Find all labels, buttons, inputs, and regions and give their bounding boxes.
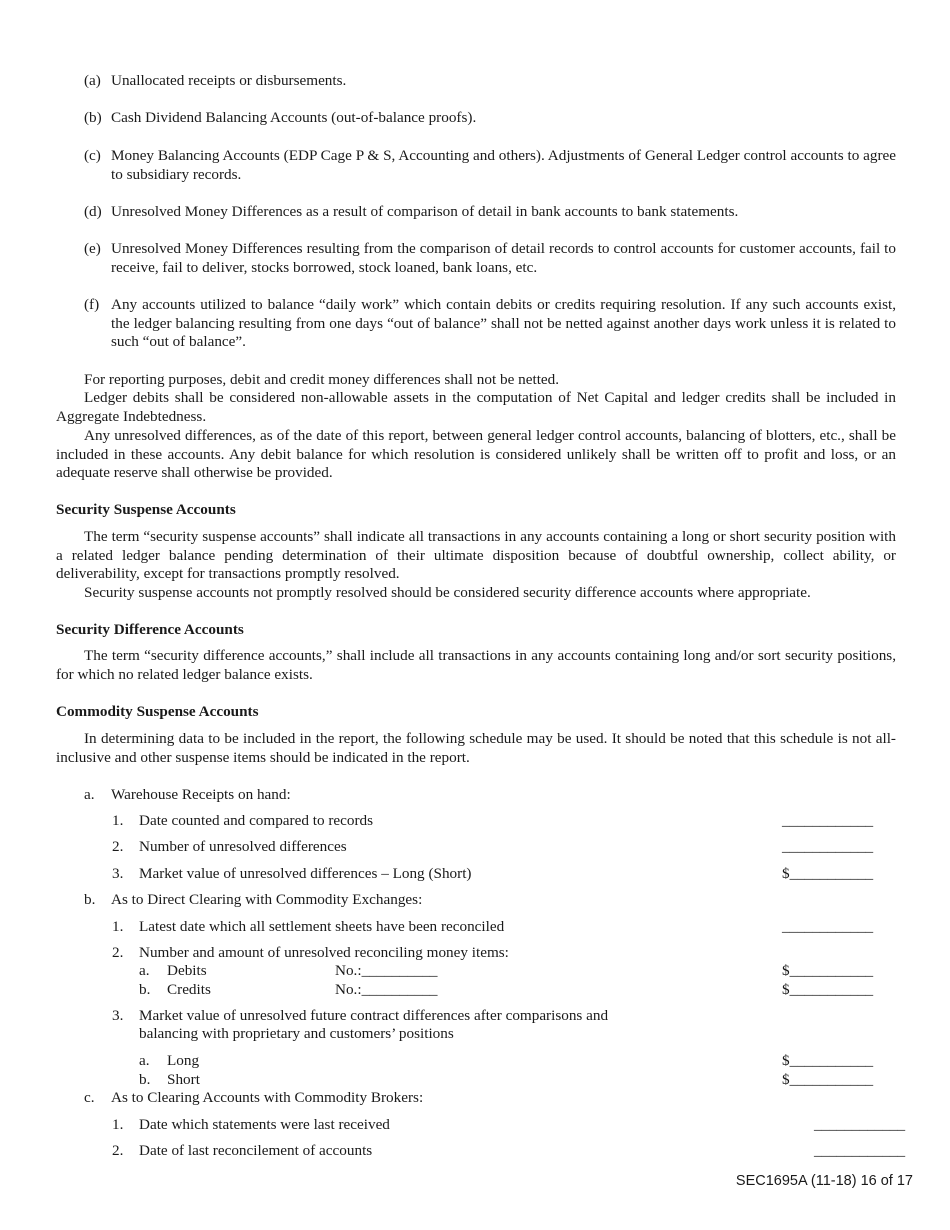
schedule-a1-num: 1. — [112, 812, 124, 829]
schedule-b2b-count-blank[interactable]: No.:__________ — [335, 981, 438, 998]
schedule-a1-text: Date counted and compared to records — [139, 812, 374, 829]
list-item-c — [84, 147, 896, 184]
list-text: Any accounts utilized to balance “daily work” which contain debits or credits requiring resolution. If any such accounts exist, the ledger balancing resulting from one days “out of balance” shall not be netted against another days work unless it is related to such “out of balance”. — [111, 296, 896, 351]
schedule-c-label: c. — [84, 1089, 95, 1106]
schedule-c1-text: Date which statements were last received — [139, 1116, 390, 1133]
schedule-a3-blank[interactable]: $___________ — [782, 865, 874, 882]
schedule-b3-num: 3. — [112, 1007, 124, 1024]
heading-commodity-suspense: Commodity Suspense Accounts — [56, 703, 259, 720]
schedule-c1-num: 1. — [112, 1116, 124, 1133]
list-item-a — [84, 72, 896, 91]
schedule-a-text: Warehouse Receipts on hand: — [111, 786, 291, 803]
list-item-f — [84, 296, 896, 352]
schedule-a2-blank[interactable]: ____________ — [782, 838, 874, 855]
schedule-b2a-count-blank[interactable]: No.:__________ — [335, 962, 438, 979]
schedule-c2-num: 2. — [112, 1142, 124, 1159]
schedule-a3-num: 3. — [112, 865, 124, 882]
schedule-b2-num: 2. — [112, 944, 124, 961]
schedule-c-text: As to Clearing Accounts with Commodity Brokers: — [111, 1089, 424, 1106]
schedule-b3b-label: b. — [139, 1071, 151, 1088]
form-footer: SEC1695A (11-18) 16 of 17 — [735, 1173, 913, 1189]
paragraph-unresolved: Any unresolved differences, as of the date of this report, between general ledger control accounts, balancing of blotters, etc., shall be included in these accounts. Any debit balance for which resolution is considered unlikely shall be written off to profit and loss, or an adequate reserve shall otherwise be provided. — [56, 427, 896, 482]
schedule-c2-blank[interactable]: ____________ — [814, 1142, 906, 1159]
list-label: (b) — [84, 109, 102, 126]
list-item-b — [84, 109, 896, 128]
schedule-b2-text: Number and amount of unresolved reconciling money items: — [139, 944, 509, 961]
schedule-b2b-label: b. — [139, 981, 151, 998]
schedule-b3b-blank[interactable]: $___________ — [782, 1071, 874, 1088]
list-text: Unallocated receipts or disbursements. — [111, 72, 347, 89]
schedule-b1-blank[interactable]: ____________ — [782, 918, 874, 935]
list-item-d — [84, 203, 896, 222]
schedule-b-text: As to Direct Clearing with Commodity Exchanges: — [111, 891, 423, 908]
schedule-b2b-amount-blank[interactable]: $___________ — [782, 981, 874, 998]
schedule-b1-text: Latest date which all settlement sheets have been reconciled — [139, 918, 505, 935]
schedule-b3-text-line1: Market value of unresolved future contract differences after comparisons and — [139, 1007, 609, 1024]
schedule-a2-text: Number of unresolved differences — [139, 838, 347, 855]
list-label: (c) — [84, 147, 101, 164]
paragraph-security-difference: The term “security difference accounts,” shall include all transactions in any accounts containing long and/or sort security positions, for which no related ledger balance exists. — [56, 647, 896, 683]
schedule-a-label: a. — [84, 786, 95, 803]
paragraph-security-suspense-1: The term “security suspense accounts” shall indicate all transactions in any accounts containing a long or short security position with a related ledger balance pending determination of their ultimate disposition because of doubtful ownership, collect ability, or deliverability, except for transactions promptly resolved. — [56, 528, 896, 583]
schedule-b2b-text: Credits — [167, 981, 211, 998]
list-text: Money Balancing Accounts (EDP Cage P & S, Accounting and others). Adjustments of General Ledger control accounts to agree to subsidiary records. — [111, 147, 896, 183]
schedule-b2a-text: Debits — [167, 962, 207, 979]
schedule-a1-blank[interactable]: ____________ — [782, 812, 874, 829]
schedule-b2a-label: a. — [139, 962, 150, 979]
schedule-b-label: b. — [84, 891, 96, 908]
list-text: Unresolved Money Differences resulting from the comparison of detail records to control accounts for customer accounts, fail to receive, fail to deliver, stocks borrowed, stock loaned, bank loans, etc. — [111, 240, 896, 276]
schedule-b3a-label: a. — [139, 1052, 150, 1069]
schedule-b3a-text: Long — [167, 1052, 200, 1069]
schedule-a2-num: 2. — [112, 838, 124, 855]
paragraph-netting: For reporting purposes, debit and credit money differences shall not be netted. — [84, 371, 560, 388]
schedule-a3-text: Market value of unresolved differences – Long (Short) — [139, 865, 472, 882]
schedule-b3-text-line2: balancing with proprietary and customers’ positions — [139, 1025, 454, 1042]
heading-security-suspense: Security Suspense Accounts — [56, 501, 236, 518]
heading-security-difference: Security Difference Accounts — [56, 621, 244, 638]
paragraph-security-suspense-2: Security suspense accounts not promptly resolved should be considered security difference accounts where appropriate. — [84, 584, 811, 601]
schedule-b3b-text: Short — [167, 1071, 200, 1088]
list-label: (e) — [84, 240, 101, 257]
list-text: Unresolved Money Differences as a result of comparison of detail in bank accounts to bank statements. — [111, 203, 739, 220]
schedule-b2a-amount-blank[interactable]: $___________ — [782, 962, 874, 979]
schedule-c2-text: Date of last reconcilement of accounts — [139, 1142, 373, 1159]
paragraph-commodity-suspense: In determining data to be included in the report, the following schedule may be used. It should be noted that this schedule is not all-inclusive and other suspense items should be indicated in the report. — [56, 730, 896, 766]
list-label: (a) — [84, 72, 101, 89]
list-label: (f) — [84, 296, 100, 313]
schedule-b3a-blank[interactable]: $___________ — [782, 1052, 874, 1069]
schedule-c1-blank[interactable]: ____________ — [814, 1116, 906, 1133]
schedule-b1-num: 1. — [112, 918, 124, 935]
paragraph-ledger-debits: Ledger debits shall be considered non-allowable assets in the computation of Net Capital and ledger credits shall be included in Aggregate Indebtedness. — [56, 389, 896, 425]
list-item-e — [84, 240, 896, 277]
list-label: (d) — [84, 203, 102, 220]
list-text: Cash Dividend Balancing Accounts (out-of-balance proofs). — [111, 109, 477, 126]
